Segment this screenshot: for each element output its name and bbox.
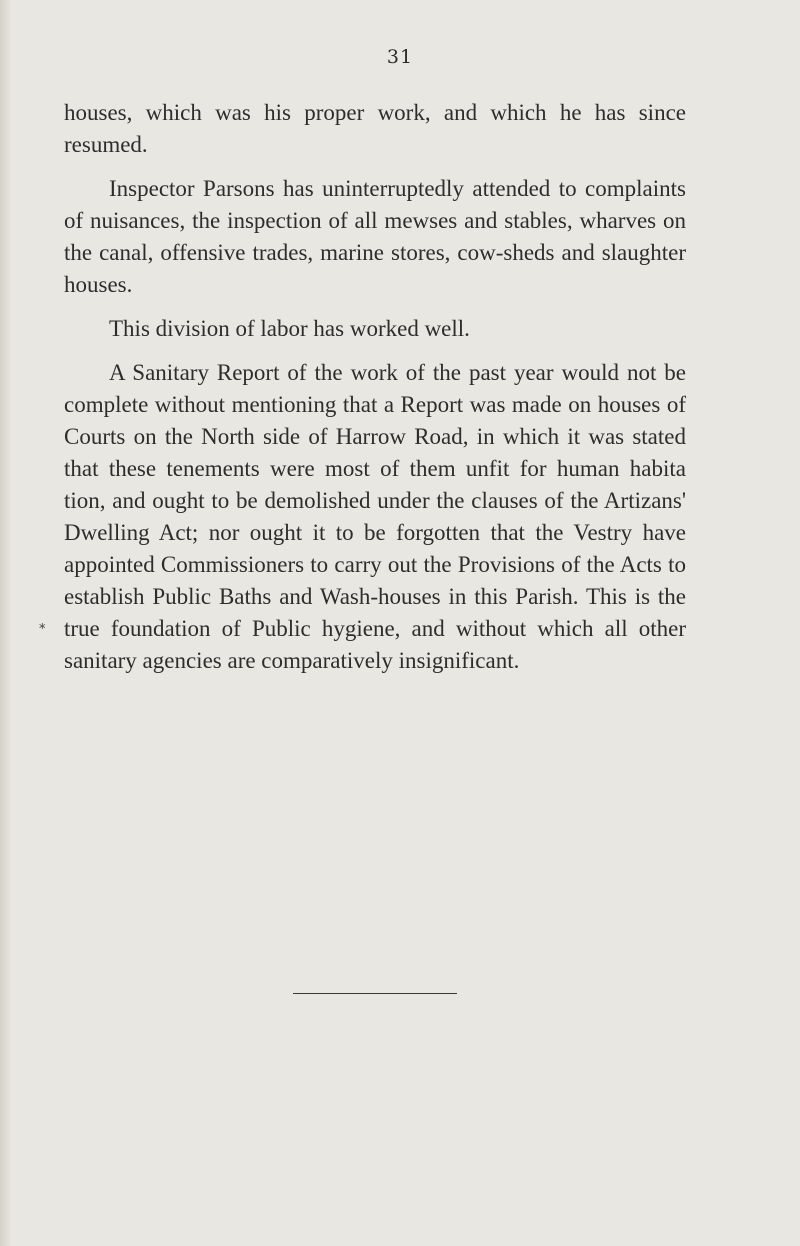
closing-rule [293,993,457,994]
paragraph-3: This division of labor has worked well. [109,316,470,341]
paragraph-4: A Sanitary Report of the work of the past year would not be complete without mentioning that a Report was made on houses of Courts on the North side of Harrow Road, in which it was stated that these tenements were most of them unfit for human habita tion, and ought to be demolished under the clauses of the Artizans' Dwelling Act; nor ought it to be forgotten that the Vestry have appointed Commissioners to carry out the Provisions of the Acts to establish Public Baths and Wash-houses in this Parish. This is the true foundation of Public hygiene, and without which all other sanitary agencies are comparatively insignificant. [64,360,686,673]
page-binding-edge [0,0,10,1246]
page-number: 31 [386,46,414,68]
paragraph-2: Inspector Parsons has uninterruptedly attended to complaints of nuisances, the inspection of all mewses and stables, wharves on the canal, offensive trades, marine stores, cow-sheds and slaughter houses. [64,176,686,297]
paragraph-1: houses, which was his proper work, and which he has since resumed. [64,100,686,157]
body-text [64,97,686,689]
margin-asterisk: * [39,622,46,637]
